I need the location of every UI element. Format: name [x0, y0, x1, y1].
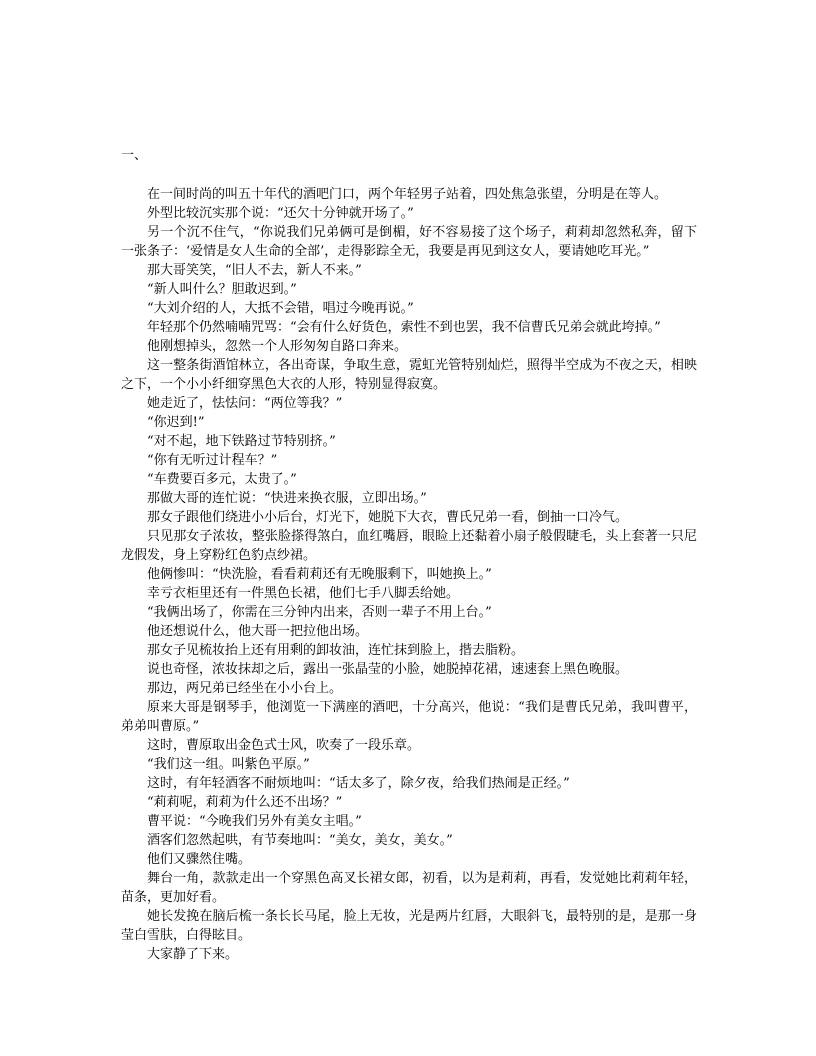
body-paragraph: “大刘介绍的人，大抵不会错，唱过今晚再说。” — [147, 301, 414, 316]
body-paragraph: “你有无听过计程车？” — [147, 453, 278, 468]
body-paragraph: 那大哥笑笑，“旧人不去，新人不来。” — [147, 263, 362, 278]
body-paragraph: 大家静了下来。 — [147, 947, 239, 962]
body-paragraph: 曹平说：“今晚我们另外有美女主唱。” — [147, 814, 362, 829]
body-paragraph: 外型比较沉实那个说：“还欠十分钟就开场了。” — [147, 206, 414, 221]
body-paragraph: “莉莉呢，莉莉为什么还不出场？” — [147, 795, 343, 810]
body-paragraph: 他刚想掉头，忽然一个人形匆匆自路口奔来。 — [147, 339, 408, 354]
body-text — [121, 185, 697, 964]
body-paragraph: “车费要百多元，太贵了。” — [147, 472, 297, 487]
body-paragraph: 舞台一角，款款走出一个穿黑色高叉长裙女郎，初看，以为是莉莉，再看，发觉她比莉莉年轻，苗条，更加好看。 — [121, 871, 697, 905]
body-paragraph: “对不起，地下铁路过节特别挤。” — [147, 434, 336, 449]
body-paragraph: 酒客们忽然起哄，有节奏地叫：“美女，美女，美女。” — [147, 833, 453, 848]
body-paragraph: 这一整条街酒馆林立，各出奇谋，争取生意，霓虹光管特别灿烂，照得半空成为不夜之天，相映之下，一个小小纤细穿黑色大衣的人形，特别显得寂寞。 — [121, 358, 697, 392]
body-paragraph: 她走近了，怯怯问：“两位等我？” — [147, 396, 343, 411]
body-paragraph: 幸亏衣柜里还有一件黑色长裙，他们七手八脚丢给她。 — [147, 586, 460, 601]
body-paragraph: 他俩惨叫：“快洗脸，看看莉莉还有无晚服剩下，叫她换上。” — [147, 567, 492, 582]
body-paragraph: “你迟到!” — [147, 415, 205, 430]
body-paragraph: 那边，两兄弟已经坐在小小台上。 — [147, 681, 343, 696]
body-paragraph: 在一间时尚的叫五十年代的酒吧门口，两个年轻男子站着，四处焦急张望，分明是在等人。 — [147, 187, 668, 202]
body-paragraph: 那女子跟他们绕进小小后台，灯光下，她脱下大衣，曹氏兄弟一看，倒抽一口冷气。 — [147, 510, 629, 525]
body-paragraph: 他还想说什么，他大哥一把拉他出场。 — [147, 624, 369, 639]
section-heading: 一、 — [121, 148, 148, 163]
document-page — [121, 146, 697, 964]
body-paragraph: 只见那女子浓妆，整张脸搽得煞白，血红嘴唇，眼睑上还黏着小扇子般假睫毛，头上套著一只尼龙假发，身上穿粉红色豹点纱裙。 — [121, 529, 697, 563]
body-paragraph: 那做大哥的连忙说：“快进来换衣服，立即出场。” — [147, 491, 427, 506]
body-paragraph: 另一个沉不住气，“你说我们兄弟俩可是倒楣，好不容易接了这个场子，莉莉却忽然私奔，留下一张条子：‘爱情是女人生命的全部’，走得影踪全无，我要是再见到这女人，要请她吃耳光。” — [121, 225, 697, 259]
body-paragraph: 原来大哥是钢琴手，他浏览一下满座的酒吧，十分高兴，他说：“我们是曹氏兄弟，我叫曹平，弟弟叫曹原。” — [121, 700, 697, 734]
body-paragraph: 她长发挽在脑后梳一条长长马尾，脸上无妆，光是两片红唇，大眼斜飞，最特别的是，是那一身莹白雪肤，白得眩目。 — [121, 909, 697, 943]
body-paragraph: “新人叫什么？胆敢迟到。” — [147, 282, 297, 297]
body-paragraph: 年轻那个仍然喃喃咒骂：“会有什么好货色，索性不到也罢，我不信曹氏兄弟会就此垮掉。” — [147, 320, 661, 335]
body-paragraph: 这时，有年轻酒客不耐烦地叫：“话太多了，除夕夜，给我们热闹是正经。” — [147, 776, 570, 791]
body-paragraph: 说也奇怪，浓妆抹却之后，露出一张晶莹的小脸，她脱掉花裙，速速套上黑色晚服。 — [147, 662, 629, 677]
body-paragraph: “我们这一组。叫紫色平原。” — [147, 757, 310, 772]
body-paragraph: “我俩出场了，你需在三分钟内出来，否则一辈子不用上台。” — [147, 605, 492, 620]
body-paragraph: 他们又骤然住嘴。 — [147, 852, 252, 867]
body-paragraph: 那女子见梳妆抬上还有用剩的卸妆油，连忙抹到脸上，揩去脂粉。 — [147, 643, 525, 658]
body-paragraph: 这时，曹原取出金色式士风，吹奏了一段乐章。 — [147, 738, 421, 753]
